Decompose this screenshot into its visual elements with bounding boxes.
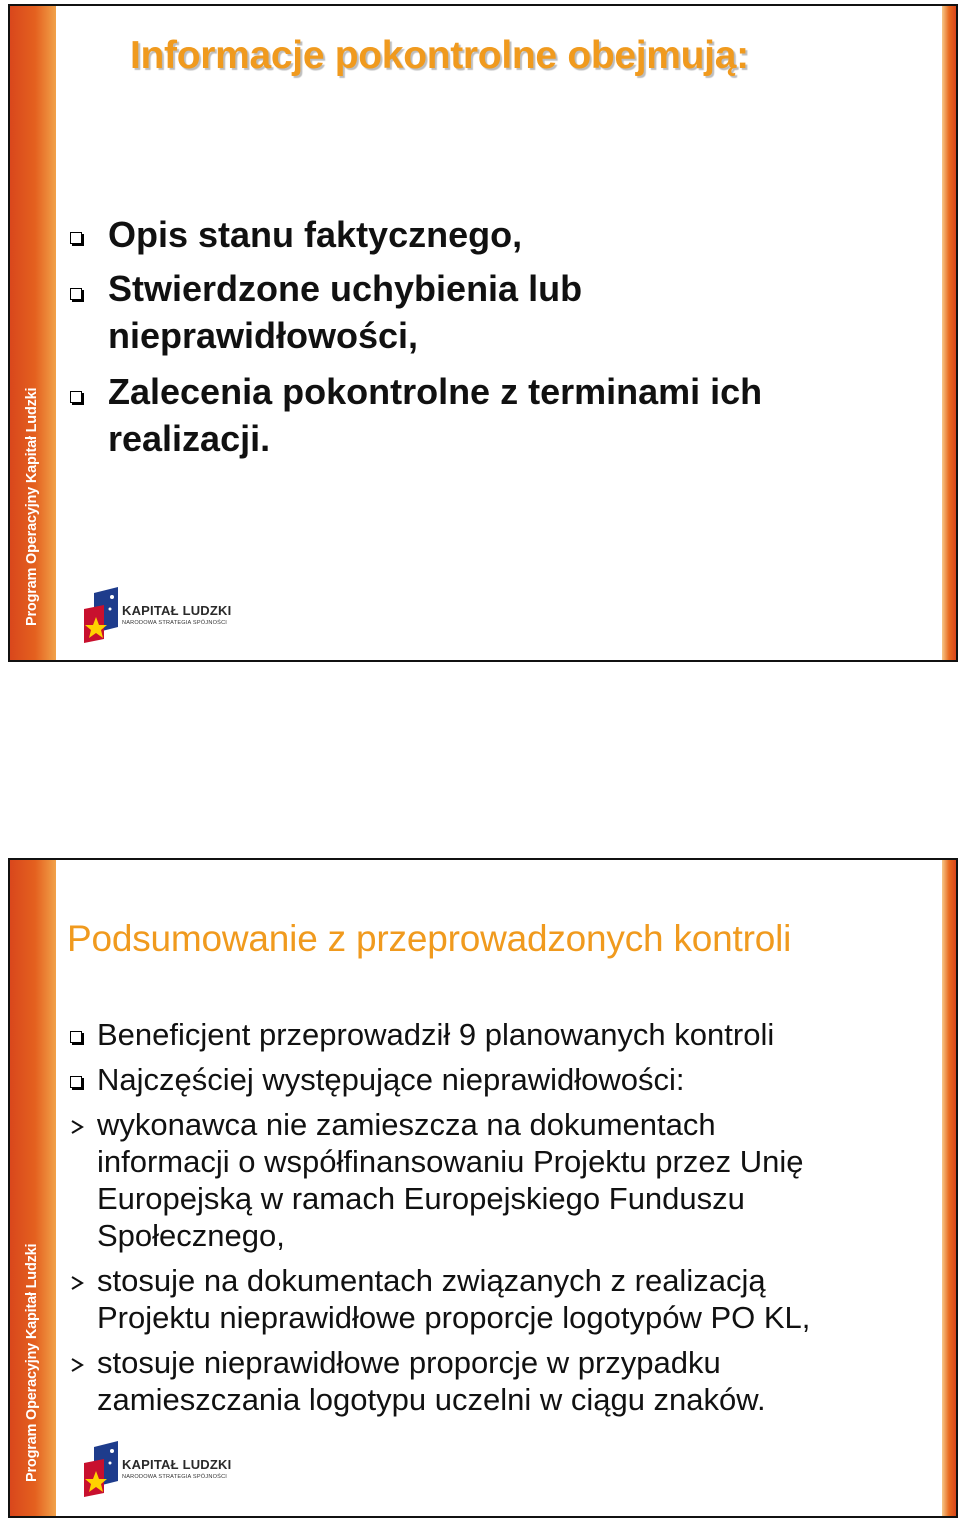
logo-sub-text: NARODOWA STRATEGIA SPÓJNOŚCI (122, 620, 228, 626)
item-line: zamieszczania logotypu uczelni w ciągu znaków. (97, 1382, 766, 1417)
sidebar-band (10, 6, 56, 660)
kapital-ludzki-logo (60, 1427, 256, 1515)
checkbox-bullet-icon (70, 1031, 82, 1043)
logo-sub-text: NARODOWA STRATEGIA SPÓJNOŚCI (122, 1474, 228, 1480)
arrow-bullet-icon (70, 1275, 84, 1291)
item-line: realizacji. (108, 417, 271, 459)
item-line: stosuje nieprawidłowe proporcje w przypadku (97, 1345, 721, 1380)
logo-main-text: KAPITAŁ LUDZKI (122, 603, 232, 618)
item-line: informacji o współfinansowaniu Projektu przez Unię (97, 1144, 804, 1179)
checkbox-bullet-icon (70, 232, 82, 244)
slide-1 (8, 4, 958, 662)
slide-title: Informacje pokontrolne obejmują: (130, 34, 749, 77)
item-line: Zalecenia pokontrolne z terminami ich (108, 371, 763, 412)
item-line: stosuje na dokumentach związanych z realizacją (97, 1263, 766, 1298)
arrow-bullet-icon (70, 1357, 84, 1373)
kapital-ludzki-logo (60, 573, 256, 661)
flag-star-icon (76, 587, 128, 647)
sidebar-program-text: Program Operacyjny Kapitał Ludzki (24, 1243, 40, 1482)
checkbox-bullet-icon (70, 288, 82, 300)
logo-main-text: KAPITAŁ LUDZKI (122, 1457, 232, 1472)
sidebar-band (10, 860, 56, 1516)
item-line: nieprawidłowości, (108, 314, 419, 356)
slide-2 (8, 858, 958, 1518)
item-line: Najczęściej występujące nieprawidłowości: (97, 1062, 685, 1097)
checkbox-bullet-icon (70, 1076, 82, 1088)
item-line: Projektu nieprawidłowe proporcje logotypów PO KL, (97, 1300, 811, 1335)
slide-title: Podsumowanie z przeprowadzonych kontroli (67, 918, 792, 959)
item-line: wykonawca nie zamieszcza na dokumentach (97, 1107, 716, 1142)
right-accent-strip (942, 6, 956, 660)
sidebar-program-text: Program Operacyjny Kapitał Ludzki (24, 387, 40, 626)
flag-star-icon (76, 1441, 128, 1501)
item-line: Beneficjent przeprowadził 9 planowanych kontroli (97, 1017, 775, 1052)
item-line: Opis stanu faktycznego, (108, 214, 523, 255)
checkbox-bullet-icon (70, 391, 82, 403)
item-line: Europejską w ramach Europejskiego Funduszu (97, 1181, 745, 1216)
right-accent-strip (942, 860, 956, 1516)
item-line: Społecznego, (97, 1218, 285, 1253)
item-line: Stwierdzone uchybienia lub (108, 268, 583, 309)
arrow-bullet-icon (70, 1119, 84, 1135)
